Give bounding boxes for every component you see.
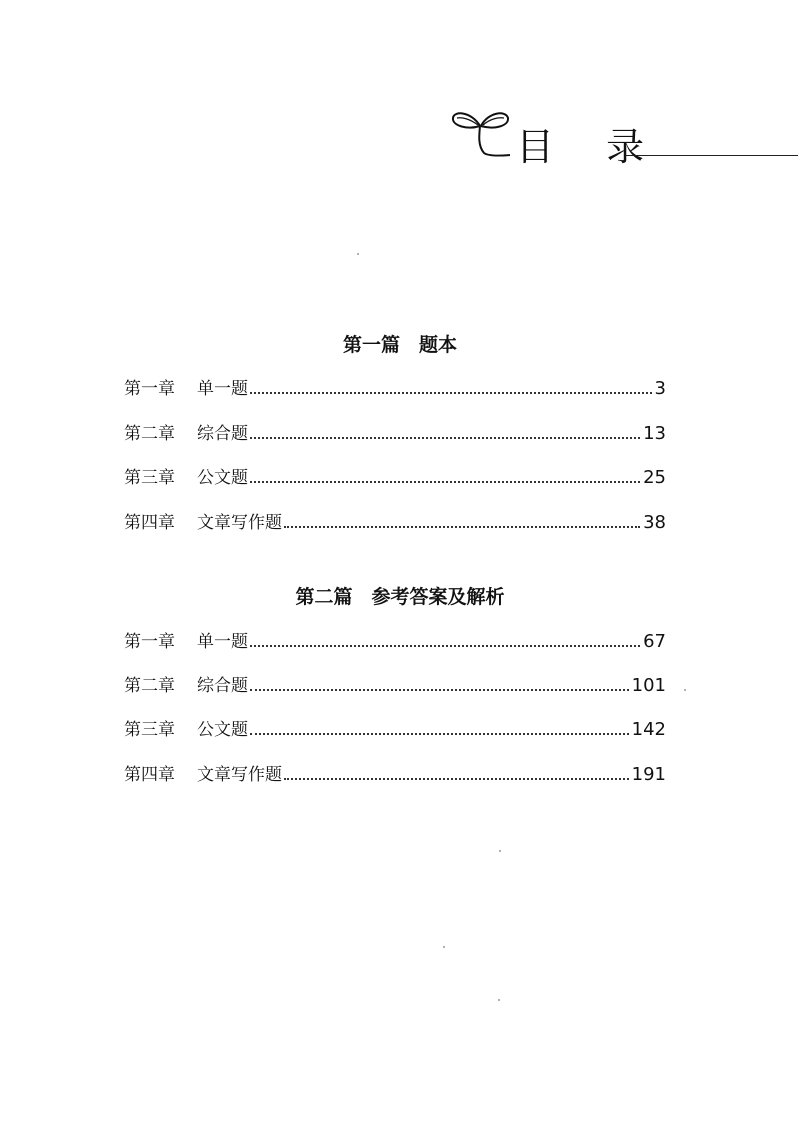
toc-entry[interactable] [124,507,666,533]
scan-speck [443,946,445,948]
toc-header [450,104,800,184]
toc-page-number: 101 [631,675,666,696]
toc-leader-dots [250,392,652,394]
toc-chapter-label: 第三章 公文题 [124,468,248,488]
scan-speck [498,999,500,1001]
toc-leader-dots [250,689,629,691]
toc-chapter-label: 第一章 单一题 [124,632,248,652]
scan-speck [684,689,686,691]
toc-leader-dots [284,778,629,780]
toc-leader-dots [250,645,640,647]
toc-chapter-label: 第二章 综合题 [124,424,248,444]
toc-entry[interactable] [124,373,666,399]
toc-page-number: 38 [643,512,666,533]
toc-entry[interactable] [124,462,666,488]
toc-leader-dots [284,526,640,528]
part-heading: 第二篇 参考答案及解析 [295,586,505,608]
scan-speck [357,253,359,255]
toc-leader-dots [250,437,640,439]
toc-page-number: 3 [654,378,666,399]
title-rule [626,155,798,156]
toc-entry[interactable] [124,418,666,444]
toc-chapter-label: 第一章 单一题 [124,379,248,399]
toc-entry[interactable] [124,714,666,740]
toc-entry[interactable] [124,759,666,785]
toc-chapter-label: 第二章 综合题 [124,676,248,696]
toc-entry[interactable] [124,670,666,696]
toc-chapter-label: 第三章 公文题 [124,720,248,740]
scan-speck [499,850,501,852]
toc-chapter-label: 第四章 文章写作题 [124,513,282,533]
toc-entry[interactable] [124,626,666,652]
page-title: 目 录 [516,125,665,169]
toc-page-number: 142 [631,719,666,740]
toc-chapter-label: 第四章 文章写作题 [124,765,282,785]
sprout-icon [450,104,512,166]
toc-leader-dots [250,733,629,735]
toc-page-number: 191 [631,764,666,785]
toc-page-number: 25 [643,467,666,488]
toc-page-number: 13 [643,423,666,444]
part-heading: 第一篇 题本 [342,334,457,356]
toc-leader-dots [250,481,640,483]
toc-page-number: 67 [643,631,666,652]
